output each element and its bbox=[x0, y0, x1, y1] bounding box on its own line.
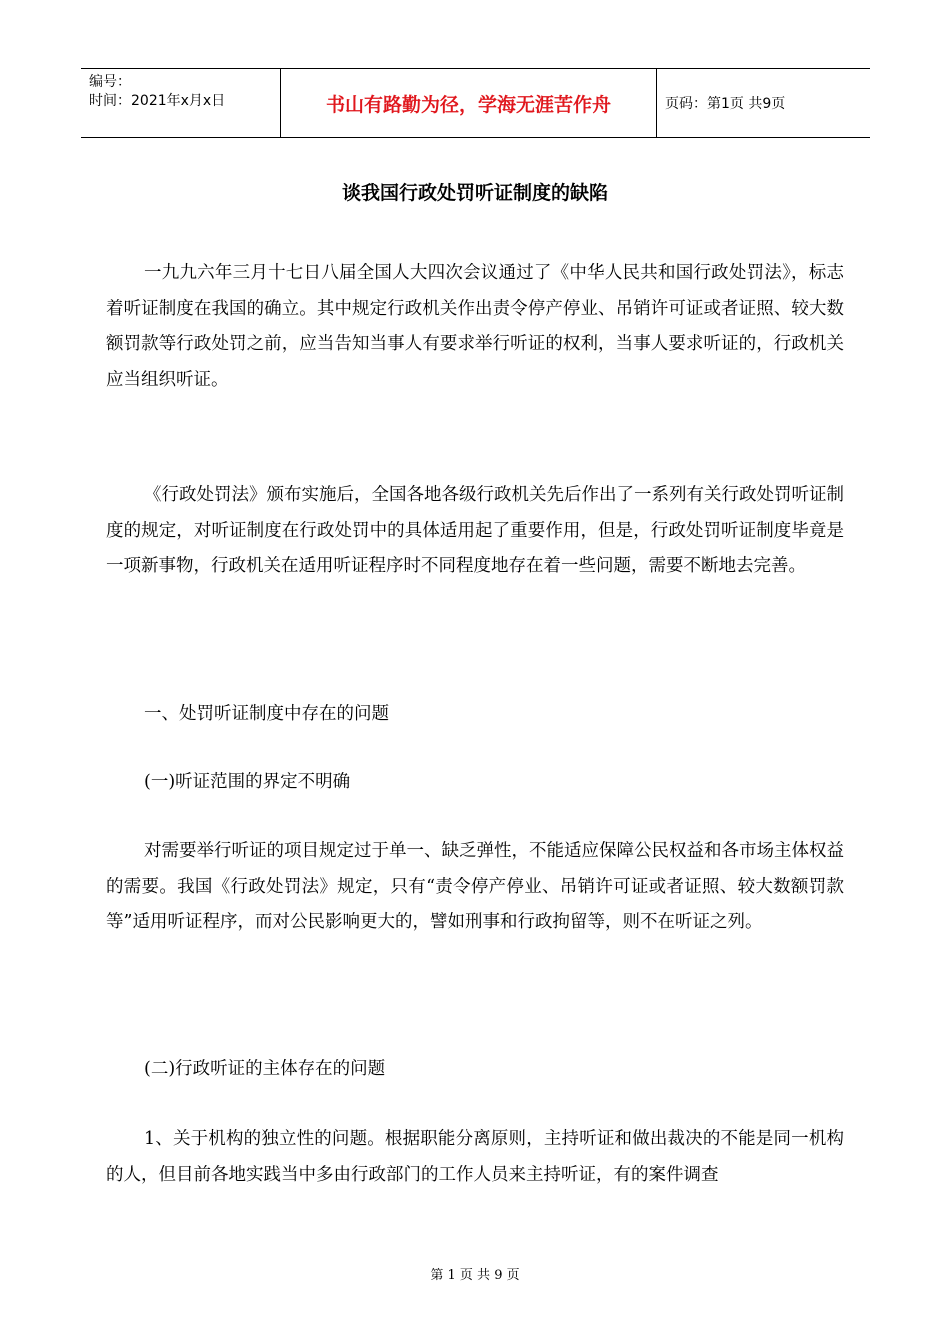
page-footer: 第 1 页 共 9 页 bbox=[430, 1268, 520, 1283]
paragraph: 《行政处罚法》颁布实施后，全国各地各级行政机关先后作出了一系列有关行政处罚听证制度的规定，对听证制度在行政处罚中的具体适用起了重要作用，但是，行政处罚听证制度毕竟是一项新事物，行政机关在适用听证程序时不同程度地存在着一些问题，需要不断地去完善。 bbox=[106, 485, 844, 576]
paragraph: 对需要举行听证的项目规定过于单一、缺乏弹性，不能适应保障公民权益和各市场主体权益的需要。我国《行政处罚法》规定，只有“责令停产停业、吊销许可证或者证照、较大数额罚款等”适用听证程序，而对公民影响更大的，譬如刑事和行政拘留等，则不在听证之列。 bbox=[106, 841, 844, 932]
paragraph: 一九九六年三月十七日八届全国人大四次会议通过了《中华人民共和国行政处罚法》，标志着听证制度在我国的确立。其中规定行政机关作出责令停产停业、吊销许可证或者证照、较大数额罚款等行政处罚之前，应当告知当事人有要求举行听证的权利，当事人要求听证的，行政机关应当组织听证。 bbox=[106, 263, 844, 390]
subsection-heading: (一)听证范围的界定不明确 bbox=[144, 772, 351, 792]
header-meta bbox=[81, 69, 281, 137]
document-number-label: 编号： bbox=[89, 74, 131, 90]
section-heading: 一、处罚听证制度中存在的问题 bbox=[144, 704, 389, 724]
header-motto: 书山有路勤为径，学海无涯苦作舟 bbox=[281, 69, 657, 137]
subsection-heading: (二)行政听证的主体存在的问题 bbox=[144, 1059, 386, 1079]
document-title: 谈我国行政处罚听证制度的缺陷 bbox=[341, 182, 608, 204]
header-page-info: 页码：第1页 共9页 bbox=[665, 96, 786, 112]
document-date-label: 时间：2021年x月x日 bbox=[89, 93, 226, 109]
document-header bbox=[81, 68, 870, 138]
paragraph: 1、关于机构的独立性的问题。根据职能分离原则，主持听证和做出裁决的不能是同一机构的人，但目前各地实践当中多由行政部门的工作人员来主持听证，有的案件调查 bbox=[106, 1129, 844, 1185]
